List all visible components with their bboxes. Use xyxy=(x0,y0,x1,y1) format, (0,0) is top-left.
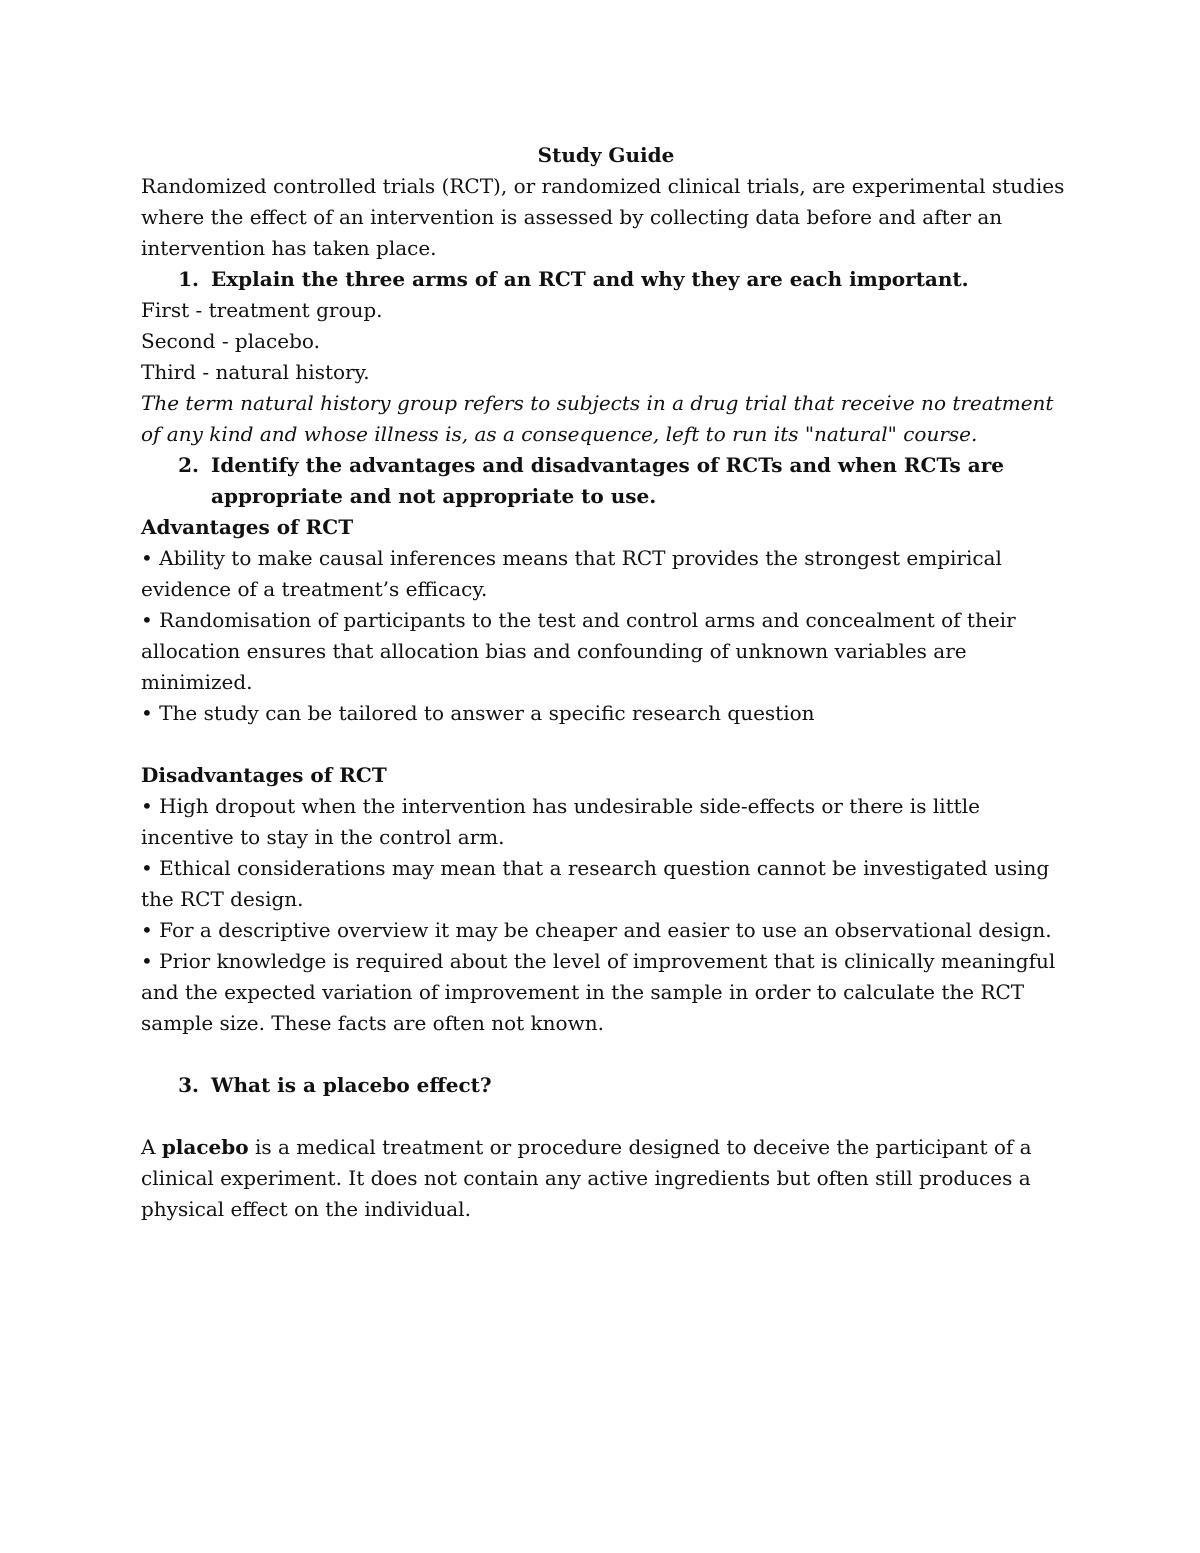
intro-paragraph: Randomized controlled trials (RCT), or randomized clinical trials, are experimental studies where the effect of an intervention is assessed by collecting data before and after an intervention has taken place. xyxy=(141,174,1065,260)
spacer xyxy=(141,729,1071,760)
spacer xyxy=(141,1101,1071,1132)
answer-line: Second - placebo. xyxy=(141,329,320,353)
question-number: 3. xyxy=(178,1073,199,1097)
placebo-term: placebo xyxy=(161,1135,249,1159)
answer-prefix: A xyxy=(141,1135,162,1159)
answer-rest: is a medical treatment or procedure designed to deceive the participant of a clinical experiment. It does not contain any active ingredients but often still produces a physical effect on the individual. xyxy=(141,1135,1032,1221)
disadvantage-item: • For a descriptive overview it may be cheaper and easier to use an observational design. xyxy=(141,918,1052,942)
advantage-item: • Randomisation of participants to the test and control arms and concealment of their allocation ensures that allocation bias and confounding of unknown variables are minimized. xyxy=(141,608,1016,694)
placebo-answer xyxy=(141,1132,1071,1225)
disadvantage-item: • Ethical considerations may mean that a research question cannot be investigated using the RCT design. xyxy=(141,856,1050,911)
disadvantages-heading: Disadvantages of RCT xyxy=(141,763,387,787)
question-2 xyxy=(141,450,1071,512)
question-text: What is a placebo effect? xyxy=(211,1073,492,1097)
disadvantage-item: • Prior knowledge is required about the level of improvement that is clinically meaningful and the expected variation of improvement in the sample in order to calculate the RCT sample size. These facts are often not known. xyxy=(141,949,1056,1035)
question-text: Identify the advantages and disadvantages of RCTs and when RCTs are appropriate and not appropriate to use. xyxy=(211,453,1004,508)
disadvantage-item: • High dropout when the intervention has undesirable side-effects or there is little incentive to stay in the control arm. xyxy=(141,794,980,849)
advantage-item: • The study can be tailored to answer a specific research question xyxy=(141,701,815,725)
advantages-heading: Advantages of RCT xyxy=(141,515,354,539)
question-1 xyxy=(141,264,1071,295)
document-page xyxy=(141,140,1071,1225)
question-3 xyxy=(141,1070,1071,1101)
page-title: Study Guide xyxy=(537,143,675,167)
advantage-item: • Ability to make causal inferences means that RCT provides the strongest empirical evidence of a treatment’s efficacy. xyxy=(141,546,1002,601)
question-number: 2. xyxy=(178,453,199,477)
answer-line: First - treatment group. xyxy=(141,298,383,322)
question-text: Explain the three arms of an RCT and why they are each important. xyxy=(211,267,969,291)
answer-line: Third - natural history. xyxy=(141,360,370,384)
question-number: 1. xyxy=(178,267,199,291)
natural-history-note: The term natural history group refers to subjects in a drug trial that receive no treatment of any kind and whose illness is, as a consequence, left to run its "natural" course. xyxy=(141,391,1054,446)
spacer xyxy=(141,1039,1071,1070)
